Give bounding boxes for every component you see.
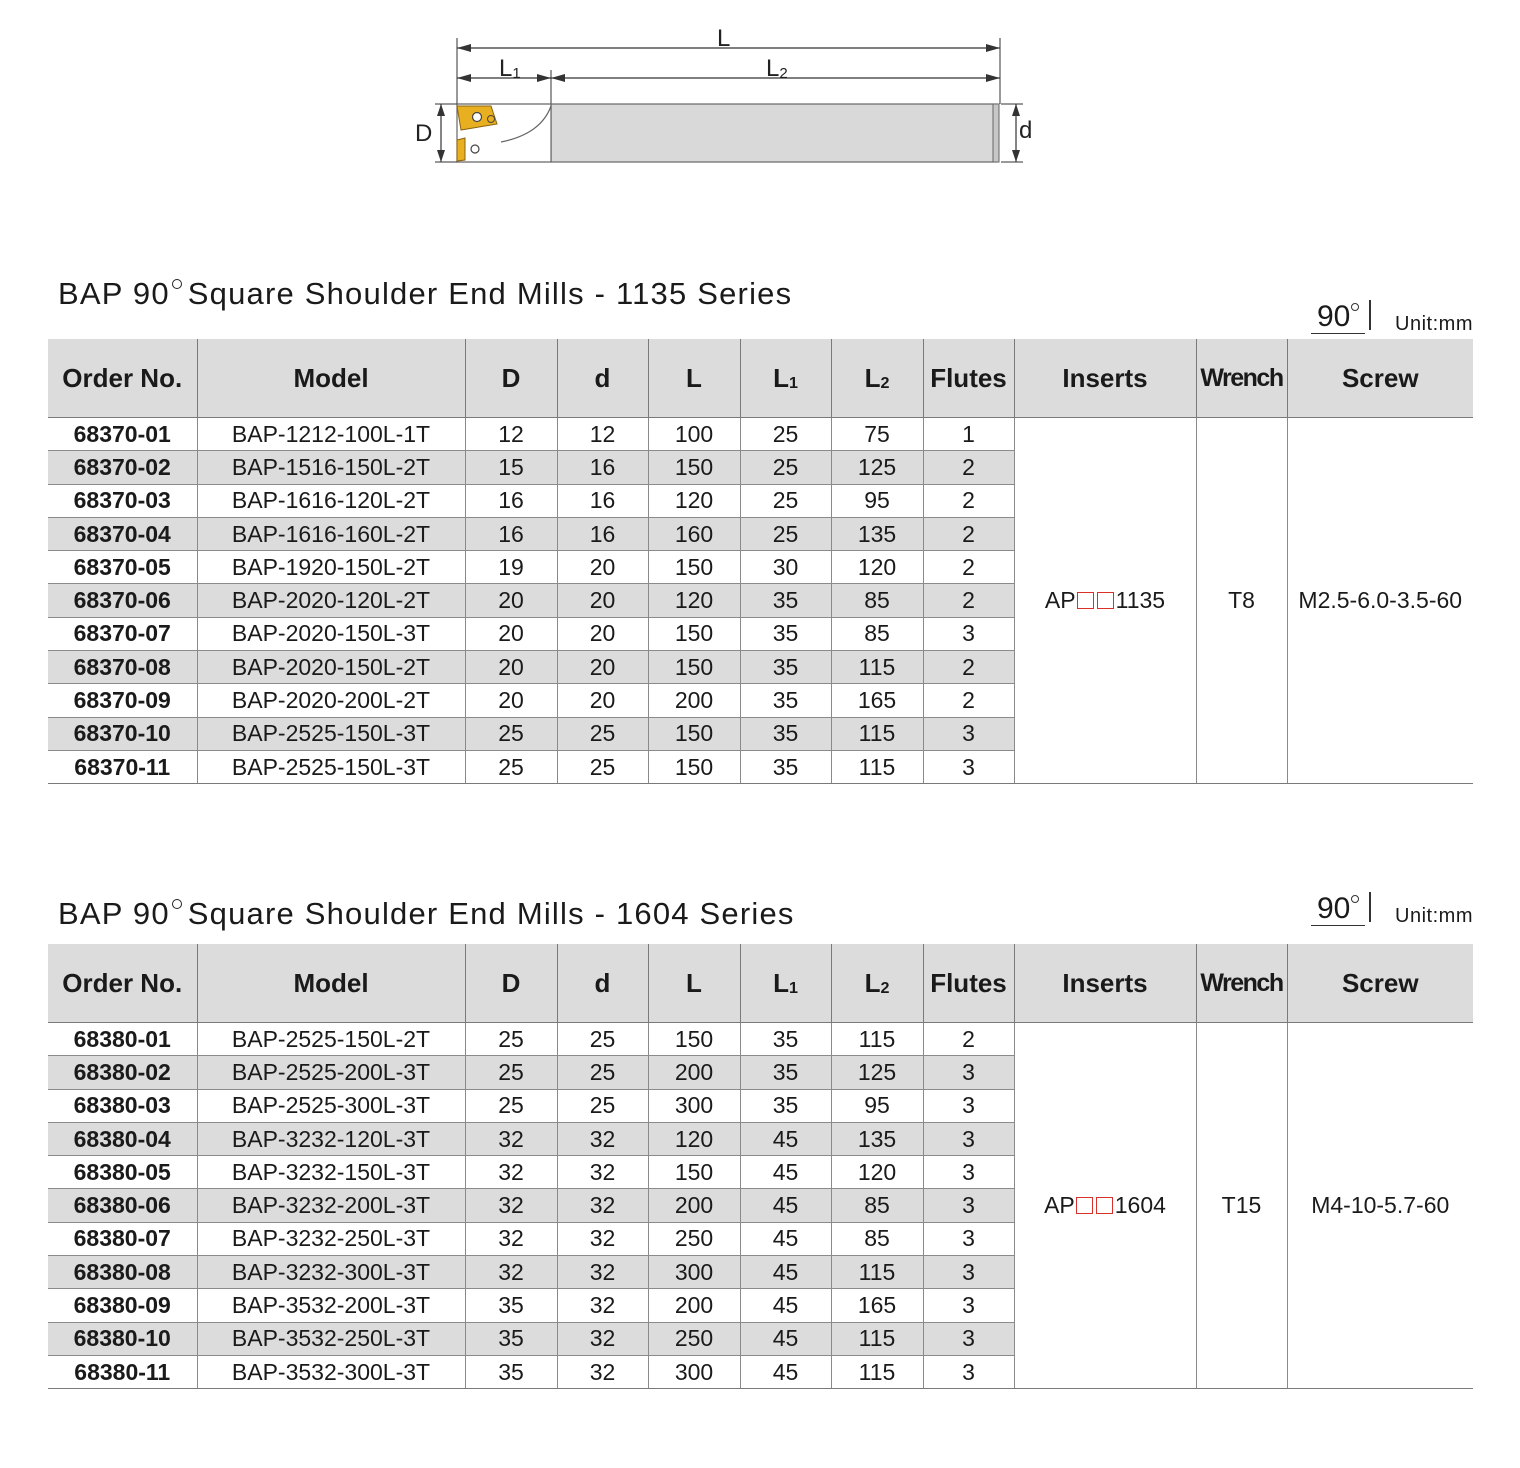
degree-symbol xyxy=(172,899,182,909)
cell-L2: 115 xyxy=(831,717,923,750)
cell-flutes: 3 xyxy=(923,1322,1014,1355)
cell-order-no: 68380-09 xyxy=(48,1289,197,1322)
cell-D: 20 xyxy=(465,684,557,717)
cell-L1: 35 xyxy=(740,1089,831,1122)
section-title: BAP 90 Square Shoulder End Mills - 1604 Series xyxy=(58,896,795,931)
cell-model: BAP-2525-150L-2T xyxy=(197,1023,465,1056)
cell-d: 25 xyxy=(557,1089,648,1122)
dim-label-L2: L2 xyxy=(766,55,788,82)
table-row xyxy=(48,418,1473,451)
cell-L: 150 xyxy=(648,1023,740,1056)
angle-90-icon: 90 xyxy=(1311,893,1365,926)
cell-L: 150 xyxy=(648,551,740,584)
cell-model: BAP-3232-150L-3T xyxy=(197,1156,465,1189)
cell-D: 25 xyxy=(465,1023,557,1056)
cell-model: BAP-2525-300L-3T xyxy=(197,1089,465,1122)
cell-L1: 35 xyxy=(740,584,831,617)
section-title: BAP 90 Square Shoulder End Mills - 1135 Series xyxy=(58,276,793,311)
cell-L: 100 xyxy=(648,418,740,451)
cell-D: 35 xyxy=(465,1289,557,1322)
cell-L: 200 xyxy=(648,1289,740,1322)
cell-d: 32 xyxy=(557,1222,648,1255)
cell-L2: 135 xyxy=(831,517,923,550)
placeholder-square-icon xyxy=(1077,592,1094,609)
cell-model: BAP-3232-200L-3T xyxy=(197,1189,465,1222)
cell-L1: 35 xyxy=(740,717,831,750)
cell-D: 20 xyxy=(465,584,557,617)
cell-L2: 95 xyxy=(831,1089,923,1122)
cell-order-no: 68380-06 xyxy=(48,1189,197,1222)
cell-D: 32 xyxy=(465,1222,557,1255)
cell-L1: 35 xyxy=(740,750,831,783)
cell-L2: 85 xyxy=(831,1189,923,1222)
cell-order-no: 68370-09 xyxy=(48,684,197,717)
cell-flutes: 2 xyxy=(923,451,1014,484)
cell-L2: 115 xyxy=(831,1322,923,1355)
cell-order-no: 68370-07 xyxy=(48,617,197,650)
cell-d: 25 xyxy=(557,1056,648,1089)
cell-L: 150 xyxy=(648,717,740,750)
cell-L1: 25 xyxy=(740,451,831,484)
cell-order-no: 68370-04 xyxy=(48,517,197,550)
header-L: L xyxy=(648,339,740,418)
cell-wrench: T8 xyxy=(1196,418,1287,784)
header-model: Model xyxy=(197,339,465,418)
cell-flutes: 3 xyxy=(923,1289,1014,1322)
cell-flutes: 2 xyxy=(923,651,1014,684)
cell-d: 25 xyxy=(557,750,648,783)
cell-L: 300 xyxy=(648,1256,740,1289)
header-model: Model xyxy=(197,944,465,1023)
cell-L2: 115 xyxy=(831,651,923,684)
dim-label-L: L xyxy=(717,25,731,52)
cell-L1: 35 xyxy=(740,1023,831,1056)
dim-label-D: D xyxy=(415,120,433,147)
header-L1: L1 xyxy=(740,339,831,418)
cell-D: 25 xyxy=(465,1089,557,1122)
cell-d: 20 xyxy=(557,651,648,684)
cell-L1: 25 xyxy=(740,517,831,550)
header-L: L xyxy=(648,944,740,1023)
cell-L1: 25 xyxy=(740,418,831,451)
cell-flutes: 2 xyxy=(923,684,1014,717)
header-D: D xyxy=(465,944,557,1023)
cell-L: 120 xyxy=(648,484,740,517)
cell-model: BAP-2525-150L-3T xyxy=(197,750,465,783)
cell-L2: 115 xyxy=(831,1023,923,1056)
header-order-no: Order No. xyxy=(48,339,197,418)
cell-L2: 115 xyxy=(831,750,923,783)
unit-label: Unit:mm xyxy=(1395,905,1473,927)
cell-D: 12 xyxy=(465,418,557,451)
cell-flutes: 3 xyxy=(923,1222,1014,1255)
cell-order-no: 68370-08 xyxy=(48,651,197,684)
cell-model: BAP-3532-300L-3T xyxy=(197,1355,465,1388)
cell-L1: 45 xyxy=(740,1289,831,1322)
header-screw: Screw xyxy=(1287,944,1473,1023)
cell-L2: 165 xyxy=(831,1289,923,1322)
cell-L: 150 xyxy=(648,617,740,650)
cell-L: 120 xyxy=(648,584,740,617)
cell-L2: 125 xyxy=(831,1056,923,1089)
cell-L2: 85 xyxy=(831,1222,923,1255)
cell-L1: 35 xyxy=(740,651,831,684)
cell-L1: 35 xyxy=(740,617,831,650)
cell-model: BAP-3232-120L-3T xyxy=(197,1122,465,1155)
cell-order-no: 68370-06 xyxy=(48,584,197,617)
header-inserts: Inserts xyxy=(1014,339,1196,418)
cell-order-no: 68370-01 xyxy=(48,418,197,451)
cell-order-no: 68380-05 xyxy=(48,1156,197,1189)
cell-D: 15 xyxy=(465,451,557,484)
header-wrench: Wrench xyxy=(1196,339,1287,418)
shank xyxy=(551,104,997,162)
cell-flutes: 3 xyxy=(923,1089,1014,1122)
cell-inserts: AP 1135 xyxy=(1014,418,1196,784)
unit-label: Unit:mm xyxy=(1395,313,1473,335)
cell-order-no: 68380-04 xyxy=(48,1122,197,1155)
cell-L: 200 xyxy=(648,1056,740,1089)
cell-L: 300 xyxy=(648,1089,740,1122)
header-d: d xyxy=(557,944,648,1023)
cell-inserts: AP 1604 xyxy=(1014,1023,1196,1389)
cell-flutes: 3 xyxy=(923,1355,1014,1388)
cell-model: BAP-2020-120L-2T xyxy=(197,584,465,617)
header-L1: L1 xyxy=(740,944,831,1023)
header-flutes: Flutes xyxy=(923,339,1014,418)
cell-d: 32 xyxy=(557,1189,648,1222)
cell-L: 200 xyxy=(648,684,740,717)
header-L2: L2 xyxy=(831,944,923,1023)
cell-L2: 115 xyxy=(831,1256,923,1289)
cell-screw: M2.5-6.0-3.5-60 xyxy=(1287,418,1473,784)
cell-D: 25 xyxy=(465,1056,557,1089)
cell-L1: 45 xyxy=(740,1355,831,1388)
dim-label-d: d xyxy=(1019,117,1033,144)
cell-d: 20 xyxy=(557,584,648,617)
header-order-no: Order No. xyxy=(48,944,197,1023)
cell-d: 16 xyxy=(557,484,648,517)
cell-order-no: 68380-11 xyxy=(48,1355,197,1388)
cell-order-no: 68370-10 xyxy=(48,717,197,750)
cell-model: BAP-2525-200L-3T xyxy=(197,1056,465,1089)
cell-L: 150 xyxy=(648,651,740,684)
cell-model: BAP-3232-300L-3T xyxy=(197,1256,465,1289)
cell-L: 200 xyxy=(648,1189,740,1222)
cell-model: BAP-1616-120L-2T xyxy=(197,484,465,517)
cell-L2: 165 xyxy=(831,684,923,717)
cell-order-no: 68380-10 xyxy=(48,1322,197,1355)
cell-L2: 135 xyxy=(831,1122,923,1155)
cell-D: 20 xyxy=(465,651,557,684)
cell-d: 12 xyxy=(557,418,648,451)
cell-L: 300 xyxy=(648,1355,740,1388)
cell-flutes: 3 xyxy=(923,717,1014,750)
cell-L: 120 xyxy=(648,1122,740,1155)
cell-screw: M4-10-5.7-60 xyxy=(1287,1023,1473,1389)
cell-D: 32 xyxy=(465,1256,557,1289)
cell-D: 16 xyxy=(465,484,557,517)
cell-L2: 120 xyxy=(831,1156,923,1189)
cell-L: 150 xyxy=(648,750,740,783)
cell-model: BAP-1920-150L-2T xyxy=(197,551,465,584)
cell-flutes: 2 xyxy=(923,517,1014,550)
cell-D: 35 xyxy=(465,1355,557,1388)
cell-L2: 120 xyxy=(831,551,923,584)
cell-flutes: 3 xyxy=(923,750,1014,783)
cell-wrench: T15 xyxy=(1196,1023,1287,1389)
end-mill-dimension-diagram xyxy=(405,20,1045,180)
cell-d: 25 xyxy=(557,717,648,750)
cell-L: 150 xyxy=(648,1156,740,1189)
header-L2: L2 xyxy=(831,339,923,418)
cell-d: 32 xyxy=(557,1322,648,1355)
dim-label-L1: L1 xyxy=(499,55,521,82)
table-row xyxy=(48,1023,1473,1056)
cell-D: 32 xyxy=(465,1189,557,1222)
header-d: d xyxy=(557,339,648,418)
cell-L2: 125 xyxy=(831,451,923,484)
cell-model: BAP-1212-100L-1T xyxy=(197,418,465,451)
cell-D: 32 xyxy=(465,1122,557,1155)
cell-D: 35 xyxy=(465,1322,557,1355)
header-flutes: Flutes xyxy=(923,944,1014,1023)
cell-model: BAP-2525-150L-3T xyxy=(197,717,465,750)
cell-L: 160 xyxy=(648,517,740,550)
cell-flutes: 2 xyxy=(923,551,1014,584)
cell-d: 20 xyxy=(557,551,648,584)
cell-order-no: 68380-01 xyxy=(48,1023,197,1056)
cell-L1: 30 xyxy=(740,551,831,584)
cell-L1: 45 xyxy=(740,1322,831,1355)
cell-D: 20 xyxy=(465,617,557,650)
spec-table-1604 xyxy=(48,944,1473,1389)
cell-d: 32 xyxy=(557,1156,648,1189)
cell-L1: 45 xyxy=(740,1222,831,1255)
cell-L2: 75 xyxy=(831,418,923,451)
cell-order-no: 68370-11 xyxy=(48,750,197,783)
cell-L: 250 xyxy=(648,1322,740,1355)
cell-order-no: 68370-05 xyxy=(48,551,197,584)
cell-flutes: 3 xyxy=(923,617,1014,650)
cell-d: 20 xyxy=(557,684,648,717)
header-screw: Screw xyxy=(1287,339,1473,418)
angle-90-icon: 90 xyxy=(1311,301,1365,334)
cell-L1: 45 xyxy=(740,1156,831,1189)
cell-order-no: 68370-03 xyxy=(48,484,197,517)
cell-order-no: 68380-03 xyxy=(48,1089,197,1122)
cell-L2: 85 xyxy=(831,584,923,617)
cell-d: 32 xyxy=(557,1256,648,1289)
cell-order-no: 68380-08 xyxy=(48,1256,197,1289)
cell-D: 25 xyxy=(465,750,557,783)
cell-D: 19 xyxy=(465,551,557,584)
cell-D: 32 xyxy=(465,1156,557,1189)
cell-flutes: 3 xyxy=(923,1256,1014,1289)
cell-flutes: 2 xyxy=(923,584,1014,617)
cell-model: BAP-1516-150L-2T xyxy=(197,451,465,484)
cell-d: 16 xyxy=(557,517,648,550)
placeholder-square-icon xyxy=(1096,1197,1113,1214)
cell-flutes: 3 xyxy=(923,1122,1014,1155)
cell-L1: 35 xyxy=(740,1056,831,1089)
unit-indicator xyxy=(1311,890,1473,926)
degree-symbol xyxy=(172,279,182,289)
cell-L1: 35 xyxy=(740,684,831,717)
cell-flutes: 2 xyxy=(923,484,1014,517)
cell-L1: 45 xyxy=(740,1256,831,1289)
cell-order-no: 68370-02 xyxy=(48,451,197,484)
header-D: D xyxy=(465,339,557,418)
cell-L1: 45 xyxy=(740,1122,831,1155)
unit-indicator xyxy=(1311,298,1473,334)
cell-model: BAP-3532-200L-3T xyxy=(197,1289,465,1322)
cell-order-no: 68380-07 xyxy=(48,1222,197,1255)
cell-flutes: 1 xyxy=(923,418,1014,451)
cell-d: 32 xyxy=(557,1289,648,1322)
placeholder-square-icon xyxy=(1097,592,1114,609)
cell-model: BAP-2020-150L-2T xyxy=(197,651,465,684)
placeholder-square-icon xyxy=(1076,1197,1093,1214)
spec-table-1135 xyxy=(48,339,1473,784)
cell-d: 32 xyxy=(557,1122,648,1155)
header-wrench: Wrench xyxy=(1196,944,1287,1023)
cell-flutes: 3 xyxy=(923,1189,1014,1222)
cell-flutes: 3 xyxy=(923,1156,1014,1189)
cell-model: BAP-3532-250L-3T xyxy=(197,1322,465,1355)
cell-d: 25 xyxy=(557,1023,648,1056)
cell-order-no: 68380-02 xyxy=(48,1056,197,1089)
cell-L2: 115 xyxy=(831,1355,923,1388)
cell-model: BAP-2020-150L-3T xyxy=(197,617,465,650)
cell-d: 16 xyxy=(557,451,648,484)
cell-d: 20 xyxy=(557,617,648,650)
cell-D: 16 xyxy=(465,517,557,550)
cell-L1: 25 xyxy=(740,484,831,517)
cell-L: 150 xyxy=(648,451,740,484)
cell-model: BAP-1616-160L-2T xyxy=(197,517,465,550)
cell-flutes: 2 xyxy=(923,1023,1014,1056)
cell-D: 25 xyxy=(465,717,557,750)
cell-L: 250 xyxy=(648,1222,740,1255)
cell-model: BAP-3232-250L-3T xyxy=(197,1222,465,1255)
cell-L2: 95 xyxy=(831,484,923,517)
cell-L2: 85 xyxy=(831,617,923,650)
header-inserts: Inserts xyxy=(1014,944,1196,1023)
cell-model: BAP-2020-200L-2T xyxy=(197,684,465,717)
cell-L1: 45 xyxy=(740,1189,831,1222)
cell-d: 32 xyxy=(557,1355,648,1388)
cell-flutes: 3 xyxy=(923,1056,1014,1089)
